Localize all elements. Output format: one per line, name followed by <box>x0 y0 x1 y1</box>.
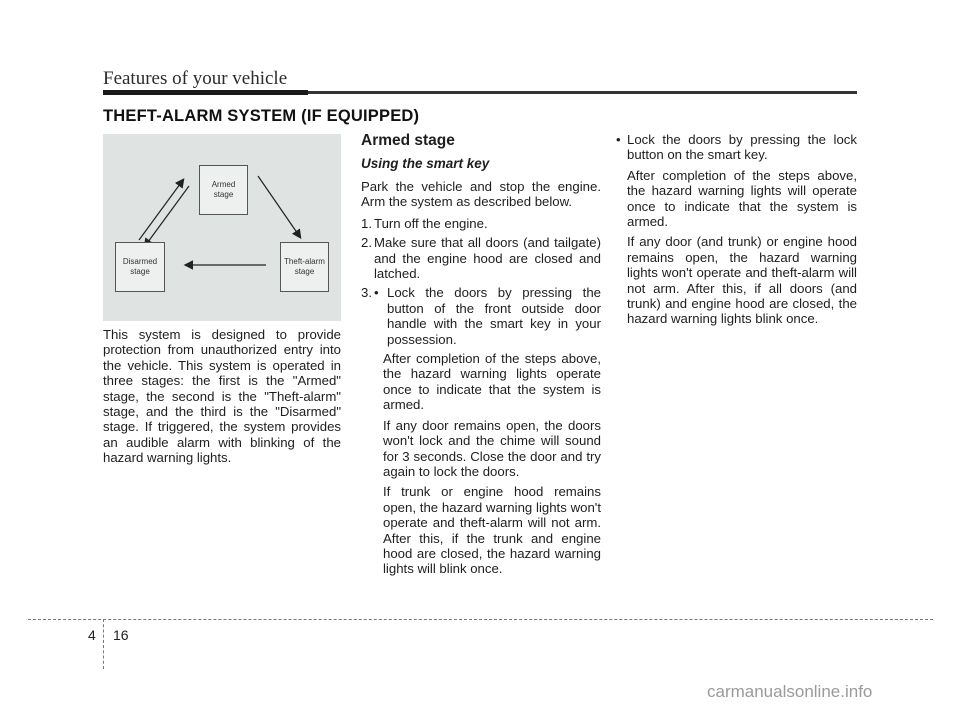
running-header: Features of your vehicle <box>103 68 288 89</box>
step-1-text: Turn off the engine. <box>374 215 488 231</box>
alarm-stage-diagram <box>103 134 341 321</box>
lock-button-bullet: • <box>616 132 621 147</box>
step-2-number: 2. <box>361 235 372 251</box>
step-3-paragraph-3: If trunk or engine hood remains open, the hazard warning lights won't operate and theft-alarm will not arm. After this, if the trunk and engine hood are closed, the hazard warning lights will blink once. <box>383 484 601 577</box>
intro-column <box>103 327 341 472</box>
armed-stage-label-1: Armed <box>211 180 236 189</box>
arrow-armed-to-theft <box>258 176 300 237</box>
footer-vertical-divider <box>103 619 104 669</box>
step-2-text: Make sure that all doors (and tailgate) and the engine hood are closed and latched. <box>374 235 601 282</box>
theft-alarm-stage-box <box>280 242 329 292</box>
page-number: 16 <box>113 627 129 643</box>
header-rule <box>103 91 857 94</box>
armed-stage-column <box>361 132 601 582</box>
step-2 <box>361 235 601 281</box>
arrow-armed-to-disarmed <box>145 186 189 246</box>
step-3 <box>361 285 601 347</box>
chapter-number: 4 <box>88 627 96 643</box>
footer-divider <box>28 619 933 620</box>
step-3-paragraph-2: If any door remains open, the doors won't lock and the chime will sound for 3 seconds. Close the door and try again to lock the doors. <box>383 417 601 479</box>
lock-button-bullet-item <box>616 132 857 163</box>
step-1-number: 1. <box>361 215 372 231</box>
lock-button-column <box>616 132 857 332</box>
step-3-number: 3. <box>361 285 372 301</box>
intro-paragraph: This system is designed to provide protection from unauthorized entry into the vehicle. This system is operated in three stages: the first is the "Armed" stage, the second is the "Theft-alarm" stage, and the third is the "Disarmed" stage. If triggered, the system provides an audible alarm with blinking of the hazard warning lights. <box>103 327 341 466</box>
step-3-bullet-item <box>374 285 601 347</box>
disarmed-stage-box <box>115 242 165 292</box>
armed-stage-lead: Park the vehicle and stop the engine. Arm the system as described below. <box>361 179 601 210</box>
header-rule-accent <box>103 90 308 95</box>
theft-alarm-stage-label-1: Theft-alarm <box>284 257 325 266</box>
disarmed-stage-label-2: stage <box>130 267 150 276</box>
section-title: THEFT-ALARM SYSTEM (IF EQUIPPED) <box>103 107 420 125</box>
watermark: carmanualsonline.info <box>707 682 873 701</box>
armed-stage-box <box>199 165 248 215</box>
armed-stage-heading: Armed stage <box>361 132 455 149</box>
disarmed-stage-label-1: Disarmed <box>122 257 158 266</box>
smart-key-subheading: Using the smart key <box>361 156 490 171</box>
lock-button-paragraph-2: If any door (and trunk) or engine hood remains open, the hazard warning lights won't operate and theft-alarm will not arm. After this, if all doors (and trunk) and engine hood are closed, the hazard warning lights blink once. <box>627 234 857 327</box>
theft-alarm-stage-label-2: stage <box>294 267 315 276</box>
arrow-disarmed-to-armed <box>139 180 183 240</box>
step-3-paragraph-1: After completion of the steps above, the hazard warning lights operate once to indicate that the system is armed. <box>383 351 601 413</box>
step-1 <box>361 216 601 231</box>
lock-button-text: Lock the doors by pressing the lock button on the smart key. <box>627 132 857 163</box>
step-3-bullet: • <box>374 285 379 301</box>
step-3-text: Lock the doors by pressing the button of the front outside door handle with the smart key in your possession. <box>387 285 601 347</box>
lock-button-paragraph-1: After completion of the steps above, the hazard warning lights will operate once to indicate that the system is armed. <box>627 167 857 230</box>
diagram-arrows <box>103 134 341 321</box>
armed-stage-label-2: stage <box>213 190 234 199</box>
